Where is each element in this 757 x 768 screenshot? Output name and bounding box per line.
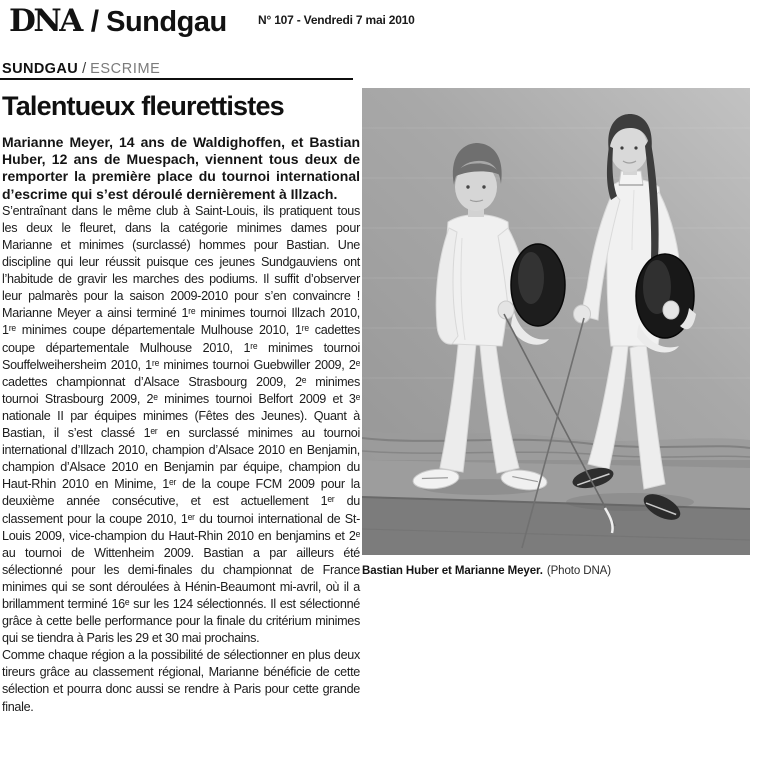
kicker-section-label: SUNDGAU [2,61,79,77]
kicker-rule [0,78,353,80]
body-paragraph: Comme chaque région a la possibilité de sélectionner en plus deux tireurs grâce au classement régional, Marianne bénéficie de cette sélection et pourra donc aussi se rendre à Paris pour cette grande finale. [2,648,360,714]
body-paragraph: S’entraînant dans le même club à Saint-Louis, ils pratiquent tous les deux le fleuret, dans la catégorie minimes dames pour Marianne et minimes (surclassé) hommes pour Bastian. Une discipline qui leur réussit puisque ces jeunes Sundgauviens ont l’habitude de gravir les marches des podiums. Il suffit d’observer leur palmarès pour la saison 2009-2010 pour s’en convaincre ! Marianne Meyer a ainsi terminé 1ʳᵉ minimes tournoi Illzach 2010, 1ʳᵉ minimes coupe départementale Mulhouse 2010, 1ʳᵉ cadettes coupe départementale Mulhouse 2010, 1ʳᵉ minimes tournoi Souffelweihersheim 2010, 1ʳᵉ minimes tournoi Guebwiller 2009, 2ᵉ cadettes championnat d’Alsace Strasbourg 2009, 2ᵉ minimes tournoi Strasbourg 2009, 2ᵉ minimes tournoi Belfort 2009 et 3ᵉ nationale II par équipes minimes (Fêtes des Jeunes). Quant à Bastian, il s’est classé 1ᵉʳ en surclassé minimes au tournoi international d’Illzach 2010, champion d’Alsace 2010 en Benjamin, champion d’Alsace 2010 en Benjamin par équipe, champion du Haut-Rhin 2010 en Minime, 1ᵉʳ de la coupe FCM 2009 pour la deuxième année consécutive, et est actuellement 1ᵉʳ du classement pour la coupe 2010, 1ᵉʳ du tournoi international de St-Louis 2009, vice-champion du Haut-Rhin 2010 en benjamins et 2ᵉ au tournoi de Wittenheim 2009. Bastian a par ailleurs été sélectionné pour les demi-finales du championnat de France minimes qui se sont déroulées à Hénin-Beaumont mi-avril, où il a brillamment terminé 16ᵉ sur les 124 sélectionnés. Il est sélectionné grâce à cette belle performance pour la finale du critérium minimes qui se tiendra à Paris les 29 et 30 mai prochains. [2,203,360,646]
section-kicker [2,61,160,77]
girl-glove [574,305,591,323]
dna-logo: DNA [9,3,81,39]
girl-glove [663,301,679,319]
masthead-slash: / [90,5,100,38]
headline: Talentueux fleurettistes [2,91,284,121]
kicker-topic-label: ESCRIME [90,61,161,77]
photo-caption-names: Bastian Huber et Marianne Meyer. [362,565,543,577]
photo-credit: (Photo DNA) [546,565,611,577]
masthead-edition: Sundgau [106,6,227,38]
article-text-column [2,91,360,716]
article-lede: Marianne Meyer, 14 ans de Waldighoffen, et Bastian Huber, 12 ans de Muespach, viennent tous deux de remporter la première place du tournoi international d’escrime qui s’est déroulé dernièrement à Illzach. [2,134,360,202]
kicker-slash: / [82,61,87,77]
photo-image [362,88,750,555]
photo-caption [362,565,750,577]
article-photo-figure [362,88,750,577]
issue-date: N° 107 - Vendredi 7 mai 2010 [258,13,415,27]
masthead [9,3,227,39]
